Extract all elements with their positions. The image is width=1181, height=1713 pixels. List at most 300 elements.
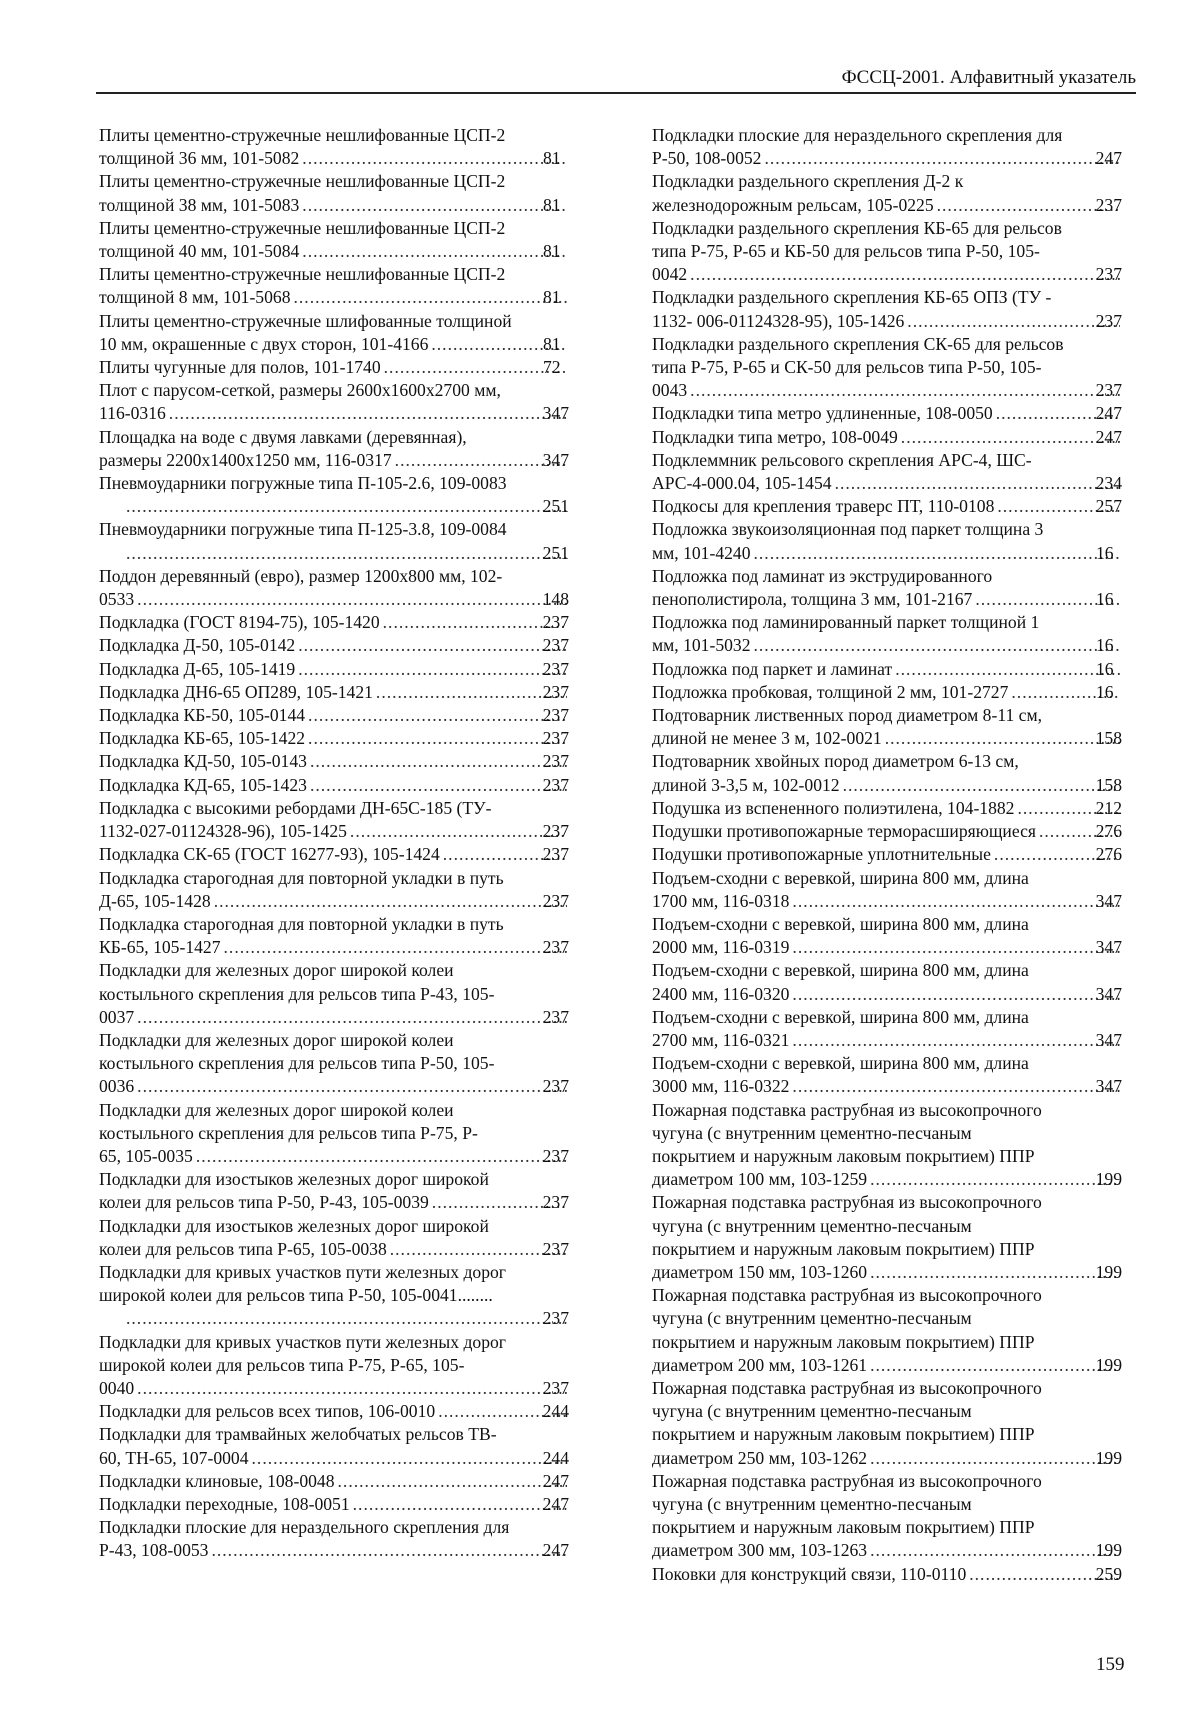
index-entry bbox=[99, 356, 569, 379]
dot-leader bbox=[869, 1354, 1120, 1377]
index-entry-text: Пожарная подставка раструбная из высокопрочного bbox=[652, 1377, 1042, 1398]
index-entry-text: 0036 bbox=[125, 1075, 136, 1098]
dot-leader bbox=[900, 426, 1120, 449]
index-entry-page: 81 bbox=[567, 286, 569, 309]
index-entry-page: 16 bbox=[1120, 658, 1122, 681]
dot-leader bbox=[753, 634, 1120, 657]
index-entry bbox=[652, 959, 1122, 1005]
index-entry-text: Подушка из вспененного полиэтилена, 104-1882 bbox=[678, 797, 1016, 820]
dot-leader bbox=[136, 1075, 566, 1098]
index-entry-text: типа Р-75, Р-65 и КБ-50 для рельсов типа Р-50, 105- bbox=[652, 241, 1040, 262]
index-entry-text: Подложка под ламинированный паркет толщиной 1 bbox=[652, 612, 1040, 633]
index-entry-text: диаметром 300 мм, 103-1263 bbox=[678, 1539, 869, 1562]
index-entry-text: АРС-4-000.04, 105-1454 bbox=[678, 472, 834, 495]
dot-leader bbox=[337, 1470, 567, 1493]
index-entry bbox=[652, 1563, 1122, 1586]
index-entry-text: Пневмоударники погружные типа П-125-3.8, 109-0084 bbox=[99, 519, 507, 540]
index-entry-text: Пожарная подставка раструбная из высокопрочного bbox=[652, 1285, 1042, 1306]
index-entry bbox=[99, 310, 569, 356]
index-entry bbox=[99, 518, 569, 564]
index-entry-text: пенополистирола, толщина 3 мм, 101-2167 bbox=[678, 588, 974, 611]
index-entry-text: Пожарная подставка раструбная из высокопрочного bbox=[652, 1470, 1042, 1491]
index-entry-page: 347 bbox=[1120, 890, 1122, 913]
index-entry-text: Подкладки типа метро удлиненные, 108-0050 bbox=[678, 402, 995, 425]
index-entry-page: 81 bbox=[567, 194, 569, 217]
index-entry bbox=[652, 518, 1122, 564]
index-entry-page: 158 bbox=[1120, 774, 1122, 797]
index-entry-text: Подкладки плоские для нераздельного скрепления для bbox=[652, 125, 1063, 145]
dot-leader bbox=[791, 1029, 1119, 1052]
index-entry-page: 158 bbox=[1120, 727, 1122, 750]
index-entry-text: 0533 bbox=[125, 588, 136, 611]
index-entry-page: 244 bbox=[567, 1447, 569, 1470]
index-entry-page: 16 bbox=[1120, 634, 1122, 657]
index-entry bbox=[99, 681, 569, 704]
index-entry bbox=[652, 1284, 1122, 1377]
index-entry-text: Подклеммник рельсового скрепления АРС-4, ШС- bbox=[652, 449, 1032, 470]
index-entry-page: 347 bbox=[567, 402, 569, 425]
index-entry-text: 1132-027-01124328-96), 105-1425 bbox=[125, 820, 349, 843]
index-entry-text: длиной не менее 3 м, 102-0021 bbox=[678, 727, 884, 750]
index-entry-text: Подкосы для крепления траверс ПТ, 110-0108 bbox=[678, 495, 996, 518]
index-entry bbox=[652, 867, 1122, 913]
index-entry-page: 347 bbox=[1120, 983, 1122, 1006]
index-entry-text: покрытием и наружным лаковым покрытием) ППР bbox=[652, 1331, 1035, 1352]
index-entry-text: Поковки для конструкций связи, 110-0110 bbox=[678, 1563, 968, 1586]
index-entry-page: 247 bbox=[567, 1470, 569, 1493]
index-entry-text: костыльного скрепления для рельсов типа Р-50, 105- bbox=[99, 1053, 495, 1074]
index-entry bbox=[652, 611, 1122, 657]
index-entry-text: Подкладки для кривых участков пути железных дорог bbox=[99, 1261, 507, 1282]
index-entry bbox=[99, 727, 569, 750]
index-entry-text: Подтоварник хвойных пород диаметром 6-13 см, bbox=[652, 751, 1019, 772]
dot-leader bbox=[168, 402, 567, 425]
index-entry bbox=[652, 704, 1122, 750]
index-entry-text: Подкладки для изостыков железных дорог широкой bbox=[99, 1169, 489, 1190]
index-entry bbox=[652, 449, 1122, 495]
index-entry-text: Подкладки для рельсов всех типов, 106-0010 bbox=[125, 1400, 437, 1423]
index-entry-text: диаметром 150 мм, 103-1260 bbox=[678, 1261, 869, 1284]
index-entry-text: Подушки противопожарные терморасширяющиеся bbox=[678, 820, 1038, 843]
index-entry-text: Подкладка КБ-50, 105-0144 bbox=[125, 704, 307, 727]
index-entry bbox=[99, 217, 569, 263]
index-entry-page: 81 bbox=[567, 333, 569, 356]
dot-leader bbox=[375, 681, 567, 704]
index-entry-text: колеи для рельсов типа Р-50, Р-43, 105-0039 bbox=[125, 1191, 431, 1214]
index-entry-page: 251 bbox=[567, 495, 569, 518]
index-entry-text: Плиты цементно-стружечные шлифованные толщиной bbox=[99, 310, 512, 331]
dot-leader bbox=[301, 240, 567, 263]
index-entry bbox=[99, 1099, 569, 1169]
index-entry-text: покрытием и наружным лаковым покрытием) ППР bbox=[652, 1145, 1035, 1166]
index-entry-page: 247 bbox=[1120, 402, 1122, 425]
index-entry-text: диаметром 200 мм, 103-1261 bbox=[678, 1354, 869, 1377]
index-entry-page: 251 bbox=[567, 542, 569, 565]
index-entry bbox=[99, 1215, 569, 1261]
index-entry-page: 237 bbox=[567, 611, 569, 634]
index-entry-text: Подкладка СК-65 (ГОСТ 16277-93), 105-1424 bbox=[125, 843, 442, 866]
index-entry-page: 247 bbox=[1120, 426, 1122, 449]
index-entry-page: 347 bbox=[1120, 1029, 1122, 1052]
index-entry-page: 247 bbox=[567, 1539, 569, 1562]
index-entry bbox=[99, 867, 569, 913]
index-entry bbox=[99, 1470, 569, 1493]
index-entry-text: мм, 101-5032 bbox=[678, 634, 753, 657]
index-entry bbox=[652, 124, 1122, 170]
index-entry bbox=[99, 797, 569, 843]
dot-leader bbox=[125, 1307, 567, 1330]
index-entry bbox=[652, 681, 1122, 704]
index-entry-text: Подкладки для железных дорог широкой колеи bbox=[99, 1029, 454, 1050]
index-entry bbox=[652, 333, 1122, 403]
index-entry bbox=[99, 124, 569, 170]
index-entry-text: толщиной 36 мм, 101-5082 bbox=[125, 147, 301, 170]
index-entry-text: Подъем-сходни с веревкой, ширина 800 мм, длина bbox=[652, 960, 1029, 981]
index-entry-page: 16 bbox=[1120, 681, 1122, 704]
index-entry-text: Подкладки для трамвайных желобчатых рельсов ТВ- bbox=[99, 1424, 497, 1445]
index-entry-text: 60, ТН-65, 107-0004 bbox=[125, 1447, 251, 1470]
index-entry bbox=[99, 170, 569, 216]
dot-leader bbox=[753, 542, 1120, 565]
page-header bbox=[96, 62, 1136, 94]
index-entry-text: Площадка на воде с двумя лавками (деревянная), bbox=[99, 426, 467, 447]
index-entry-page: 237 bbox=[567, 820, 569, 843]
index-entry-page: 237 bbox=[1120, 194, 1122, 217]
index-entry-text: Подложка пробковая, толщиной 2 мм, 101-2727 bbox=[678, 681, 1010, 704]
index-entry-text: чугуна (с внутренним цементно-песчаным bbox=[652, 1401, 972, 1422]
index-entry bbox=[99, 750, 569, 773]
index-entry-page: 237 bbox=[567, 890, 569, 913]
index-entry-text: Подкладка старогодная для повторной укладки в путь bbox=[99, 913, 504, 934]
index-entry-page: 237 bbox=[1120, 263, 1122, 286]
index-entry-page: 16 bbox=[1120, 588, 1122, 611]
dot-leader bbox=[136, 1006, 566, 1029]
dot-leader bbox=[309, 750, 567, 773]
index-entry-page: 237 bbox=[567, 1006, 569, 1029]
index-entry-text: Подкладка Д-50, 105-0142 bbox=[125, 634, 297, 657]
dot-leader bbox=[689, 379, 1119, 402]
dot-leader bbox=[352, 1493, 567, 1516]
index-entry-page: 244 bbox=[567, 1400, 569, 1423]
dot-leader bbox=[906, 310, 1119, 333]
index-entry-text: Подкладки для железных дорог широкой колеи bbox=[99, 960, 454, 981]
index-entry-text: Плиты чугунные для полов, 101-1740 bbox=[125, 356, 383, 379]
dot-leader bbox=[301, 194, 567, 217]
index-entry-text: 2400 мм, 116-0320 bbox=[678, 983, 791, 1006]
index-entry-page: 237 bbox=[1120, 379, 1122, 402]
dot-leader bbox=[125, 495, 567, 518]
index-entry bbox=[652, 913, 1122, 959]
index-entry-page: 347 bbox=[567, 449, 569, 472]
index-entry-text: Подкладка КД-50, 105-0143 bbox=[125, 750, 309, 773]
index-entry-text: Подкладки переходные, 108-0051 bbox=[125, 1493, 352, 1516]
index-entry-page: 276 bbox=[1120, 820, 1122, 843]
index-entry bbox=[99, 379, 569, 425]
index-entry-page: 247 bbox=[567, 1493, 569, 1516]
index-entry bbox=[652, 286, 1122, 332]
dot-leader bbox=[791, 890, 1119, 913]
dot-leader bbox=[223, 936, 567, 959]
index-entry-text: Подкладки для кривых участков пути железных дорог bbox=[99, 1331, 507, 1352]
index-entry-text: Пожарная подставка раструбная из высокопрочного bbox=[652, 1192, 1042, 1213]
index-entry bbox=[99, 913, 569, 959]
index-entry-text: Д-65, 105-1428 bbox=[125, 890, 213, 913]
index-entry-text: чугуна (с внутренним цементно-песчаным bbox=[652, 1493, 972, 1514]
index-entry-text: Подкладка (ГОСТ 8194-75), 105-1420 bbox=[125, 611, 382, 634]
index-entry-text: 0040 bbox=[125, 1377, 136, 1400]
index-entry-page: 276 bbox=[1120, 843, 1122, 866]
index-entry-page: 237 bbox=[567, 658, 569, 681]
page-number: 159 bbox=[1096, 1654, 1125, 1675]
index-entry-text: покрытием и наружным лаковым покрытием) ППР bbox=[652, 1238, 1035, 1259]
index-entry bbox=[99, 426, 569, 472]
index-entry-text: Плиты цементно-стружечные нешлифованные ЦСП-2 bbox=[99, 264, 506, 285]
index-entry-page: 237 bbox=[567, 1145, 569, 1168]
index-entry bbox=[652, 1470, 1122, 1563]
index-entry-text: 0042 bbox=[678, 263, 689, 286]
index-entry-text: широкой колеи для рельсов типа Р-50, 105-0041........ bbox=[99, 1285, 493, 1306]
index-entry-text: Р-50, 108-0052 bbox=[678, 147, 763, 170]
index-entry bbox=[99, 959, 569, 1029]
dot-leader bbox=[834, 472, 1120, 495]
dot-leader bbox=[842, 774, 1120, 797]
index-entry bbox=[99, 1516, 569, 1562]
index-entry bbox=[99, 1331, 569, 1401]
index-entry bbox=[652, 1191, 1122, 1284]
dot-leader bbox=[195, 1145, 567, 1168]
dot-leader bbox=[301, 147, 567, 170]
index-entry-text: Подложка звукоизоляционная под паркет толщина 3 bbox=[652, 519, 1044, 540]
index-entry-text: Подкладка Д-65, 105-1419 bbox=[125, 658, 297, 681]
header-title: ФССЦ-2001. Алфавитный указатель bbox=[841, 67, 1136, 88]
index-entry-text: Поддон деревянный (евро), размер 1200х800 мм, 102- bbox=[99, 565, 503, 586]
index-entry-page: 16 bbox=[1120, 542, 1122, 565]
index-entry-text: Плиты цементно-стружечные нешлифованные ЦСП-2 bbox=[99, 217, 506, 238]
index-entry-text: железнодорожным рельсам, 105-0225 bbox=[678, 194, 936, 217]
index-entry-page: 237 bbox=[567, 936, 569, 959]
index-entry-text: 0043 bbox=[678, 379, 689, 402]
index-entry-page: 237 bbox=[567, 634, 569, 657]
dot-leader bbox=[884, 727, 1120, 750]
index-entry bbox=[99, 634, 569, 657]
dot-leader bbox=[383, 356, 567, 379]
index-entry-text: Плиты цементно-стружечные нешлифованные ЦСП-2 bbox=[99, 171, 506, 192]
index-entry-text: диаметром 100 мм, 103-1259 bbox=[678, 1168, 869, 1191]
index-entry bbox=[652, 217, 1122, 287]
index-entry-text: широкой колеи для рельсов типа Р-75, Р-65, 105- bbox=[99, 1354, 465, 1375]
index-entry-text: 116-0316 bbox=[125, 402, 168, 425]
index-entry bbox=[99, 1168, 569, 1214]
dot-leader bbox=[293, 286, 568, 309]
index-entry-text: Подкладки плоские для нераздельного скрепления для bbox=[99, 1517, 510, 1538]
dot-leader bbox=[894, 658, 1120, 681]
dot-leader bbox=[394, 449, 567, 472]
index-entry-page: 237 bbox=[567, 774, 569, 797]
index-entry-page: 199 bbox=[1120, 1539, 1122, 1562]
index-entry-text: толщиной 8 мм, 101-5068 bbox=[125, 286, 293, 309]
index-entry-text: чугуна (с внутренним цементно-песчаным bbox=[652, 1122, 972, 1143]
dot-leader bbox=[213, 890, 567, 913]
index-entry-text: Подкладки типа метро, 108-0049 bbox=[678, 426, 900, 449]
index-entry-page: 237 bbox=[567, 727, 569, 750]
index-entry-page: 81 bbox=[567, 240, 569, 263]
dot-leader bbox=[791, 1075, 1119, 1098]
index-entry-page: 72 bbox=[567, 356, 569, 379]
index-entry-text: Подкладки для изостыков железных дорог широкой bbox=[99, 1215, 489, 1236]
index-entry-page: 212 bbox=[1120, 797, 1122, 820]
index-entry-text: мм, 101-4240 bbox=[678, 542, 753, 565]
index-entry-text: Подкладки раздельного скрепления КБ-65 ОПЗ (ТУ - bbox=[652, 287, 1052, 308]
index-entry-page: 237 bbox=[567, 1075, 569, 1098]
dot-leader bbox=[307, 704, 567, 727]
index-entry-page: 234 bbox=[1120, 472, 1122, 495]
index-entry-page: 247 bbox=[1120, 147, 1122, 170]
dot-leader bbox=[763, 147, 1119, 170]
index-entry-text: Подкладки клиновые, 108-0048 bbox=[125, 1470, 337, 1493]
index-entry bbox=[99, 658, 569, 681]
index-entry bbox=[99, 472, 569, 518]
index-entry-text: Подъем-сходни с веревкой, ширина 800 мм, длина bbox=[652, 1006, 1029, 1027]
dot-leader bbox=[936, 194, 1120, 217]
dot-leader bbox=[869, 1168, 1120, 1191]
index-entry-text: Пневмоударники погружные типа П-105-2.6, 109-0083 bbox=[99, 473, 507, 494]
index-entry-text: 2700 мм, 116-0321 bbox=[678, 1029, 791, 1052]
index-entry-text: колеи для рельсов типа Р-65, 105-0038 bbox=[125, 1238, 389, 1261]
dot-leader bbox=[136, 588, 566, 611]
index-entry-text: 3000 мм, 116-0322 bbox=[678, 1075, 791, 1098]
index-entry-text: 1132- 006-01124328-95), 105-1426 bbox=[678, 310, 906, 333]
dot-leader bbox=[389, 1238, 567, 1261]
index-entry-text: Подъем-сходни с веревкой, ширина 800 мм, длина bbox=[652, 913, 1029, 934]
index-entry-text: длиной 3-3,5 м, 102-0012 bbox=[678, 774, 842, 797]
index-entry-text: Подкладки раздельного скрепления СК-65 для рельсов bbox=[652, 333, 1064, 354]
index-entry bbox=[99, 565, 569, 611]
index-entry-text: костыльного скрепления для рельсов типа Р-75, Р- bbox=[99, 1122, 478, 1143]
index-entry-text: диаметром 250 мм, 103-1262 bbox=[678, 1447, 869, 1470]
index-entry bbox=[652, 658, 1122, 681]
index-entry-page: 237 bbox=[567, 843, 569, 866]
index-entry bbox=[652, 170, 1122, 216]
index-entry-text: КБ-65, 105-1427 bbox=[125, 936, 223, 959]
index-entry-page: 148 bbox=[567, 588, 569, 611]
index-entry-text: типа Р-75, Р-65 и СК-50 для рельсов типа Р-50, 105- bbox=[652, 357, 1042, 378]
index-entry bbox=[652, 843, 1122, 866]
index-entry-text: толщиной 40 мм, 101-5084 bbox=[125, 240, 301, 263]
index-entry bbox=[99, 843, 569, 866]
dot-leader bbox=[297, 634, 566, 657]
index-entry-text: Подтоварник лиственных пород диаметром 8-11 см, bbox=[652, 705, 1043, 726]
index-entry-text: покрытием и наружным лаковым покрытием) ППР bbox=[652, 1424, 1035, 1445]
index-entry-text: толщиной 38 мм, 101-5083 bbox=[125, 194, 301, 217]
dot-leader bbox=[309, 774, 567, 797]
dot-leader bbox=[791, 983, 1119, 1006]
dot-leader bbox=[297, 658, 566, 681]
index-entry-page: 237 bbox=[567, 1238, 569, 1261]
index-entry bbox=[652, 1099, 1122, 1192]
index-entry-page: 199 bbox=[1120, 1447, 1122, 1470]
index-entry-page: 81 bbox=[567, 147, 569, 170]
index-entry-text: 1700 мм, 116-0318 bbox=[678, 890, 791, 913]
index-entry-text: покрытием и наружным лаковым покрытием) ППР bbox=[652, 1517, 1035, 1538]
index-entry-page: 259 bbox=[1120, 1563, 1122, 1586]
index-entry bbox=[652, 1052, 1122, 1098]
index-entry bbox=[652, 402, 1122, 425]
index-column-left bbox=[99, 124, 569, 1563]
index-entry-text: Подложка под паркет и ламинат bbox=[678, 658, 894, 681]
index-column-right bbox=[652, 124, 1122, 1586]
index-entry bbox=[652, 426, 1122, 449]
index-entry bbox=[99, 1423, 569, 1469]
index-entry bbox=[652, 1377, 1122, 1470]
index-entry-text: 65, 105-0035 bbox=[125, 1145, 195, 1168]
index-entry-text: Подкладки раздельного скрепления Д-2 к bbox=[652, 171, 964, 192]
dot-leader bbox=[210, 1539, 566, 1562]
index-entry-text: Подкладки для железных дорог широкой колеи bbox=[99, 1099, 454, 1120]
index-entry-text: Подкладка ДН6-65 ОП289, 105-1421 bbox=[125, 681, 375, 704]
index-entry bbox=[99, 1029, 569, 1099]
dot-leader bbox=[791, 936, 1119, 959]
dot-leader bbox=[382, 611, 567, 634]
index-entry-page: 237 bbox=[567, 750, 569, 773]
index-entry-page: 237 bbox=[567, 681, 569, 704]
dot-leader bbox=[136, 1377, 566, 1400]
index-entry bbox=[652, 1006, 1122, 1052]
index-entry bbox=[99, 263, 569, 309]
index-entry bbox=[99, 774, 569, 797]
index-entry-page: 199 bbox=[1120, 1354, 1122, 1377]
dot-leader bbox=[349, 820, 567, 843]
dot-leader bbox=[125, 542, 567, 565]
index-entry bbox=[652, 750, 1122, 796]
index-entry-page: 199 bbox=[1120, 1261, 1122, 1284]
index-entry-page: 257 bbox=[1120, 495, 1122, 518]
index-entry-text: Подкладка КБ-65, 105-1422 bbox=[125, 727, 307, 750]
index-entry bbox=[99, 1261, 569, 1331]
index-entry-text: Плиты цементно-стружечные нешлифованные ЦСП-2 bbox=[99, 125, 506, 145]
index-entry-page: 237 bbox=[567, 1307, 569, 1330]
dot-leader bbox=[869, 1261, 1120, 1284]
index-entry-page: 237 bbox=[1120, 310, 1122, 333]
dot-leader bbox=[307, 727, 567, 750]
index-entry-text: Подушки противопожарные уплотнительные bbox=[678, 843, 993, 866]
index-entry bbox=[652, 820, 1122, 843]
index-entry-text: Р-43, 108-0053 bbox=[125, 1539, 210, 1562]
index-entry-page: 237 bbox=[567, 1191, 569, 1214]
index-entry-text: размеры 2200х1400х1250 мм, 116-0317 bbox=[125, 449, 394, 472]
index-entry-text: 0037 bbox=[125, 1006, 136, 1029]
dot-leader bbox=[869, 1539, 1120, 1562]
index-entry bbox=[652, 495, 1122, 518]
index-entry-page: 347 bbox=[1120, 936, 1122, 959]
index-entry-text: Подкладка КД-65, 105-1423 bbox=[125, 774, 309, 797]
index-entry-text: чугуна (с внутренним цементно-песчаным bbox=[652, 1215, 972, 1236]
dot-leader bbox=[251, 1447, 567, 1470]
index-entry-text: костыльного скрепления для рельсов типа Р-43, 105- bbox=[99, 983, 495, 1004]
index-entry bbox=[99, 704, 569, 727]
index-entry-text: Подкладки раздельного скрепления КБ-65 для рельсов bbox=[652, 217, 1062, 238]
dot-leader bbox=[869, 1447, 1120, 1470]
index-entry bbox=[99, 1493, 569, 1516]
index-entry-page: 237 bbox=[567, 1377, 569, 1400]
index-entry-text: Подкладка с высокими ребордами ДН-65С-185 (ТУ- bbox=[99, 797, 492, 818]
index-entry bbox=[652, 565, 1122, 611]
index-entry-text: 10 мм, окрашенные с двух сторон, 101-4166 bbox=[125, 333, 430, 356]
index-entry-page: 347 bbox=[1120, 1075, 1122, 1098]
index-entry-text: чугуна (с внутренним цементно-песчаным bbox=[652, 1308, 972, 1329]
dot-leader bbox=[689, 263, 1119, 286]
index-entry bbox=[652, 797, 1122, 820]
index-entry-text: Подкладка старогодная для повторной укладки в путь bbox=[99, 867, 504, 888]
